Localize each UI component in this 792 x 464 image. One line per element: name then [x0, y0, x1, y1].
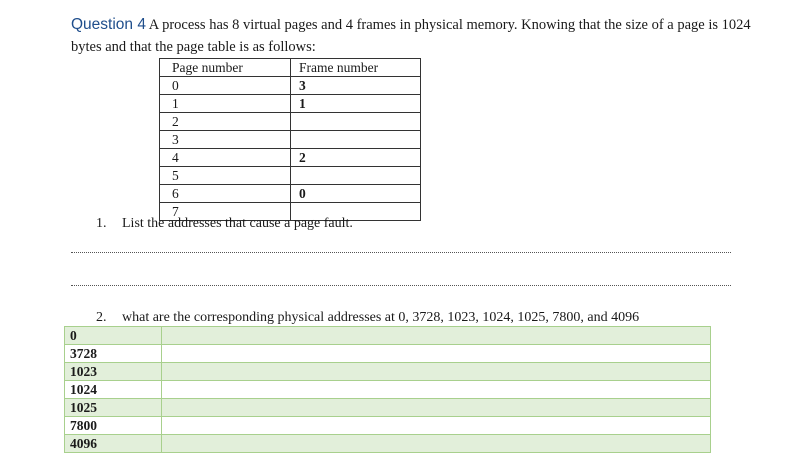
page-number-cell: 3 — [160, 131, 291, 149]
page-table-row — [160, 95, 421, 113]
page-table-row — [160, 167, 421, 185]
answer-line-1 — [71, 252, 731, 253]
answer-table — [64, 326, 711, 453]
address-cell: 0 — [65, 327, 162, 345]
list-item-page-fault — [96, 215, 353, 233]
table-row — [65, 363, 711, 381]
table-row — [65, 417, 711, 435]
address-cell: 1024 — [65, 381, 162, 399]
list-item-text: what are the corresponding physical addresses at 0, 3728, 1023, 1024, 1025, 7800, and 4096 — [122, 310, 640, 325]
frame-number-cell: 2 — [291, 149, 421, 167]
page-table-header-row — [160, 59, 421, 77]
address-cell: 1023 — [65, 363, 162, 381]
table-row — [65, 345, 711, 363]
table-row — [65, 327, 711, 345]
address-cell: 3728 — [65, 345, 162, 363]
page-number-cell: 0 — [160, 77, 291, 95]
answer-cell[interactable] — [162, 417, 711, 435]
frame-number-cell — [291, 113, 421, 131]
page-table — [159, 58, 421, 221]
list-item-number: 2. — [96, 310, 107, 325]
question-text: A process has 8 virtual pages and 4 frames in physical memory. Knowing that the size of a page is 1024 bytes and that the page table is as follows: — [71, 17, 751, 55]
page-number-header: Page number — [160, 59, 291, 77]
answer-cell[interactable] — [162, 345, 711, 363]
list-item-text: List the addresses that cause a page fault. — [122, 216, 353, 231]
list-item-number: 1. — [96, 216, 107, 231]
page-number-cell: 7 — [160, 203, 291, 221]
table-row — [65, 399, 711, 417]
question-label: Question 4 — [71, 16, 146, 33]
table-row — [65, 381, 711, 399]
answer-cell[interactable] — [162, 435, 711, 453]
page-table-row — [160, 77, 421, 95]
page-number-cell: 1 — [160, 95, 291, 113]
page-number-cell: 5 — [160, 167, 291, 185]
answer-cell[interactable] — [162, 327, 711, 345]
answer-cell[interactable] — [162, 381, 711, 399]
page-table-row — [160, 113, 421, 131]
frame-number-cell: 3 — [291, 77, 421, 95]
frame-number-cell — [291, 131, 421, 149]
frame-number-cell — [291, 167, 421, 185]
address-cell: 1025 — [65, 399, 162, 417]
answer-line-2 — [71, 285, 731, 286]
page-table-row — [160, 149, 421, 167]
question-paragraph — [71, 14, 761, 58]
frame-number-cell: 0 — [291, 185, 421, 203]
page-number-cell: 4 — [160, 149, 291, 167]
table-row — [65, 435, 711, 453]
answer-cell[interactable] — [162, 399, 711, 417]
frame-number-header: Frame number — [291, 59, 421, 77]
address-cell: 4096 — [65, 435, 162, 453]
list-item-physical-addresses — [96, 309, 639, 327]
frame-number-cell: 1 — [291, 95, 421, 113]
page-table-row — [160, 185, 421, 203]
page-number-cell: 6 — [160, 185, 291, 203]
address-cell: 7800 — [65, 417, 162, 435]
page-table-row — [160, 131, 421, 149]
answer-cell[interactable] — [162, 363, 711, 381]
page-number-cell: 2 — [160, 113, 291, 131]
